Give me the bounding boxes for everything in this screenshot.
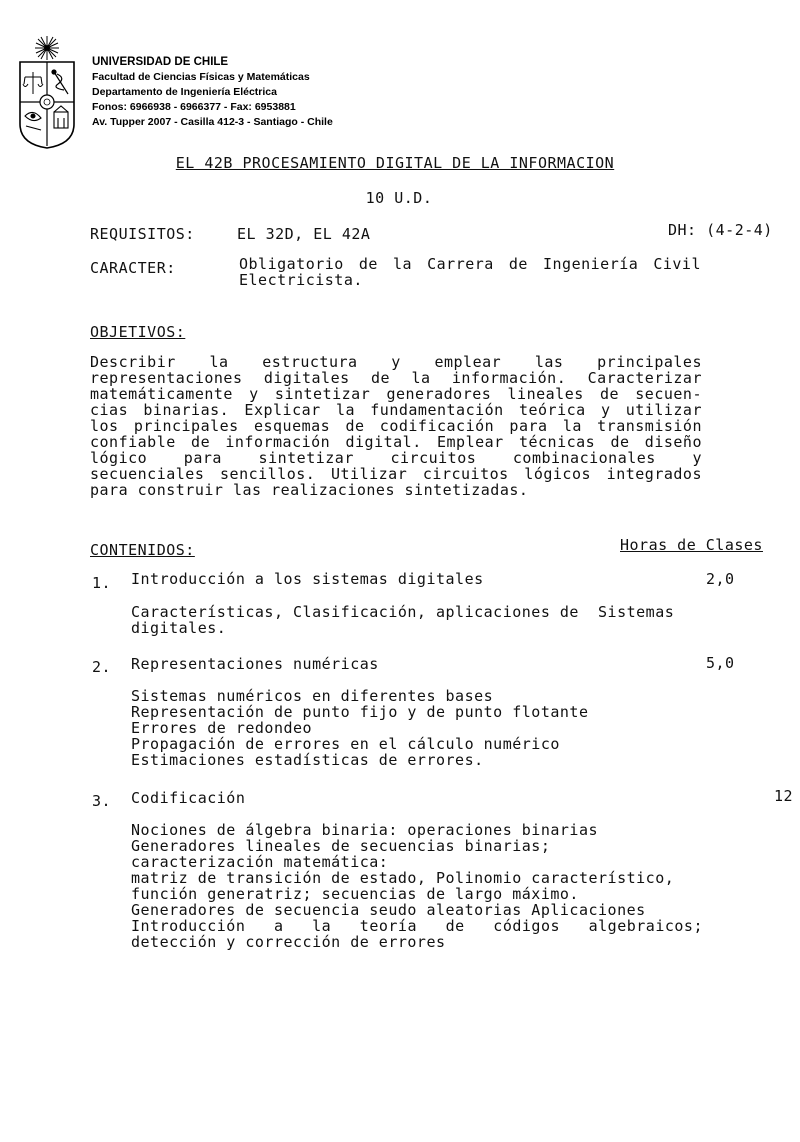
course-title: EL 42B PROCESAMIENTO DIGITAL DE LA INFORMACION [175,154,615,172]
section-line: caracterización matemática: [131,853,389,871]
objetivos-line: cias binarias. Explicar la fundamentación teórica y utilizar [90,401,702,419]
caracter-text [239,256,701,288]
contact-address: Av. Tupper 2007 - Casilla 412-3 - Santiago - Chile [92,116,333,128]
objetivos-line: confiable de información digital. Emplear técnicas de diseño [90,433,702,451]
university-name: UNIVERSIDAD DE CHILE [92,56,229,68]
section-line: digitales. [131,619,227,637]
section-body [131,604,711,636]
section-number: 3. [92,792,112,810]
objetivos-heading: OBJETIVOS: [90,323,186,341]
section-line: Generadores de secuencia seudo aleatorias Aplicaciones [131,901,646,919]
course-units: 10 U.D. [365,189,433,207]
caracter-line: Obligatorio de la Carrera de Ingeniería Civil [239,255,701,273]
section-title: Introducción a los sistemas digitales [131,570,484,588]
section-number: 1. [92,574,112,592]
requisitos-label: REQUISITOS: [90,225,195,243]
section-line: Generadores lineales de secuencias binarias; [131,837,551,855]
caracter-label: CARACTER: [90,259,176,277]
section-hours: 5,0 [706,654,735,672]
requisitos-value: EL 32D, EL 42A [237,225,371,243]
crest-icon [14,32,80,150]
hours-heading: Horas de Clases [620,536,763,554]
department-name: Departamento de Ingeniería Eléctrica [92,86,277,98]
section-title: Codificación [131,789,246,807]
section-hours: 12 [774,787,794,805]
section-body [131,688,711,768]
objetivos-line: matemáticamente y sintetizar generadores lineales de secuen- [90,385,702,403]
section-title: Representaciones numéricas [131,655,379,673]
section-hours: 2,0 [706,570,735,588]
letterhead [92,55,412,130]
section-line: función generatriz; secuencias de largo máximo. [131,885,579,903]
section-body [131,822,703,950]
contact-phones: Fonos: 6966938 - 6966377 - Fax: 6953881 [92,101,296,113]
section-line: Propagación de errores en el cálculo numérico [131,735,560,753]
objetivos-paragraph [90,354,702,498]
dh-value: DH: (4-2-4) [668,221,773,239]
objetivos-line: para construir las realizaciones sintetizadas. [90,481,529,499]
section-line: Estimaciones estadísticas de errores. [131,751,484,769]
section-line: Introducción a la teoría de códigos algebraicos; [131,917,703,935]
section-line: Sistemas numéricos en diferentes bases [131,687,494,705]
contenidos-heading [90,542,195,558]
objetivos-line: representaciones digitales de la información. Caracterizar [90,369,702,387]
objetivos-line: secuenciales sencillos. Utilizar circuitos lógicos integrados [90,465,702,483]
section-line: detección y corrección de errores [131,933,446,951]
university-crest-logo [14,32,80,150]
section-line: Nociones de álgebra binaria: operaciones binarias [131,821,599,839]
objetivos-line: los principales esquemas de codificación para la transmisión [90,417,702,435]
section-line: Errores de redondeo [131,719,313,737]
section-number: 2. [92,658,112,676]
caracter-line: Electricista. [239,271,363,289]
objetivos-line: Describir la estructura y emplear las principales [90,353,702,371]
objetivos-line: lógico para sintetizar circuitos combinacionales y [90,449,702,467]
section-line: Características, Clasificación, aplicaciones de Sistemas [131,603,675,621]
section-line: matriz de transición de estado, Polinomio característico, [131,869,675,887]
contenidos-heading-text: CONTENIDOS: [90,541,195,559]
faculty-name: Facultad de Ciencias Físicas y Matemáticas [92,71,310,83]
section-line: Representación de punto fijo y de punto flotante [131,703,589,721]
